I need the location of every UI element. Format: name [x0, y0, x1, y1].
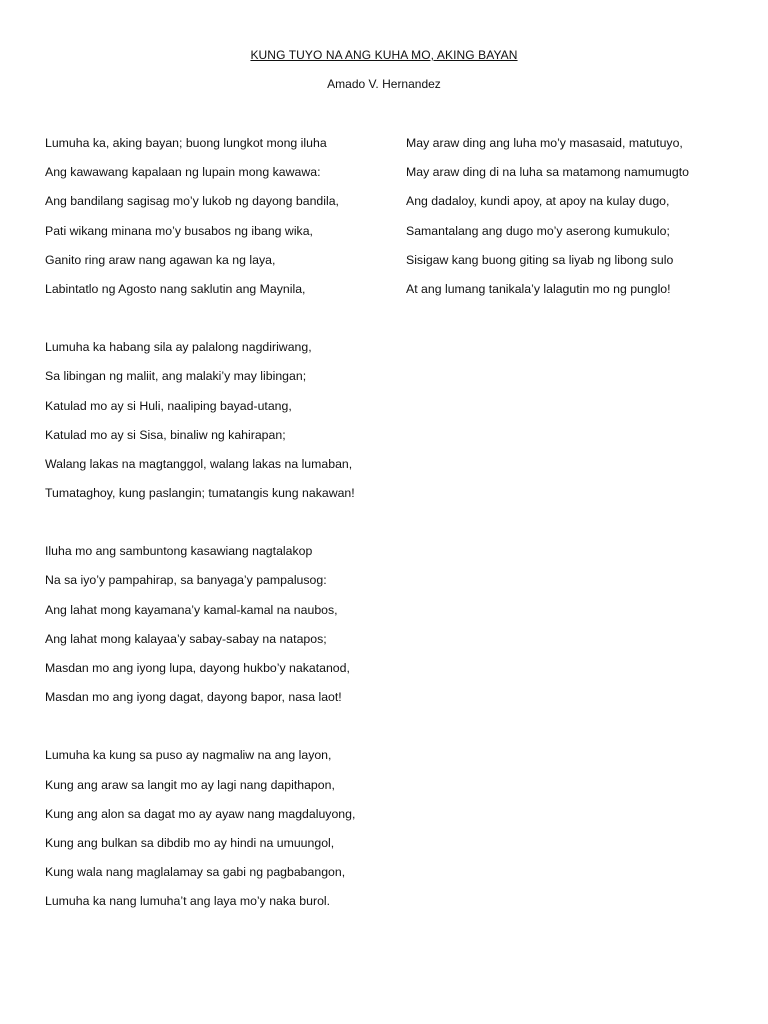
- left-column: [45, 134, 385, 922]
- poem-line: Tumataghoy, kung paslangin; tumatangis kung nakawan!: [45, 486, 355, 501]
- stanza-5: [406, 134, 746, 309]
- stanza-2: [45, 338, 385, 513]
- poem-line: Ganito ring araw nang agawan ka ng laya,: [45, 252, 276, 267]
- poem-line: Ang lahat mong kalayaa’y sabay-sabay na natapos;: [45, 631, 327, 646]
- poem-line: Kung ang araw sa langit mo ay lagi nang dapithapon,: [45, 777, 335, 792]
- poem-author: Amado V. Hernandez: [327, 77, 441, 91]
- poem-line: Ang lahat mong kayamana’y kamal-kamal na naubos,: [45, 602, 338, 617]
- right-column: [406, 134, 746, 309]
- poem-line: May araw ding ang luha mo’y masasaid, matutuyo,: [406, 136, 683, 150]
- poem-line: Lumuha ka kung sa puso ay nagmaliw na ang layon,: [45, 748, 332, 763]
- poem-line: May araw ding di na luha sa matamong namumugto: [406, 165, 689, 180]
- poem-line: Na sa iyo’y pampahirap, sa banyaga’y pampalusog:: [45, 573, 327, 588]
- poem-line: Masdan mo ang iyong dagat, dayong bapor, nasa laot!: [45, 690, 342, 705]
- poem-line: Ang dadaloy, kundi apoy, at apoy na kulay dugo,: [406, 194, 670, 209]
- poem-line: Kung ang alon sa dagat mo ay ayaw nang magdaluyong,: [45, 806, 356, 821]
- poem-line: Lumuha ka habang sila ay palalong nagdiriwang,: [45, 340, 312, 355]
- poem-line: Samantalang ang dugo mo’y aserong kumukulo;: [406, 223, 670, 238]
- poem-line: Pati wikang minana mo’y busabos ng ibang wika,: [45, 223, 313, 238]
- poem-line: Lumuha ka nang lumuha’t ang laya mo’y naka burol.: [45, 894, 331, 909]
- poem-line: Kung wala nang maglalamay sa gabi ng pagbabangon,: [45, 865, 346, 880]
- stanza-4: [45, 746, 385, 921]
- poem-line: Sa libingan ng maliit, ang malaki’y may libingan;: [45, 369, 307, 384]
- poem-line: Walang lakas na magtanggol, walang lakas na lumaban,: [45, 456, 353, 471]
- stanza-1: [45, 134, 385, 309]
- poem-title: KUNG TUYO NA ANG KUHA MO, AKING BAYAN: [250, 48, 518, 62]
- poem-line: Ang kawawang kapalaan ng lupain mong kawawa:: [45, 165, 321, 180]
- poem-line: Katulad mo ay si Sisa, binaliw ng kahirapan;: [45, 427, 286, 442]
- poem-line: Katulad mo ay si Huli, naaliping bayad-utang,: [45, 398, 292, 413]
- poem-line: At ang lumang tanikala’y lalagutin mo ng punglo!: [406, 281, 671, 296]
- poem-line: Kung ang bulkan sa dibdib mo ay hindi na umuungol,: [45, 835, 335, 850]
- poem-line: Iluha mo ang sambuntong kasawiang nagtalakop: [45, 544, 313, 559]
- poem-line: Sisigaw kang buong giting sa liyab ng libong sulo: [406, 252, 674, 267]
- poem-line: Masdan mo ang iyong lupa, dayong hukbo’y nakatanod,: [45, 661, 350, 675]
- poem-line: Labintatlo ng Agosto nang saklutin ang Maynila,: [45, 281, 306, 296]
- poem-line: Ang bandilang sagisag mo’y lukob ng dayong bandila,: [45, 194, 339, 209]
- stanza-3: [45, 542, 385, 717]
- poem-line: Lumuha ka, aking bayan; buong lungkot mong iluha: [45, 136, 327, 150]
